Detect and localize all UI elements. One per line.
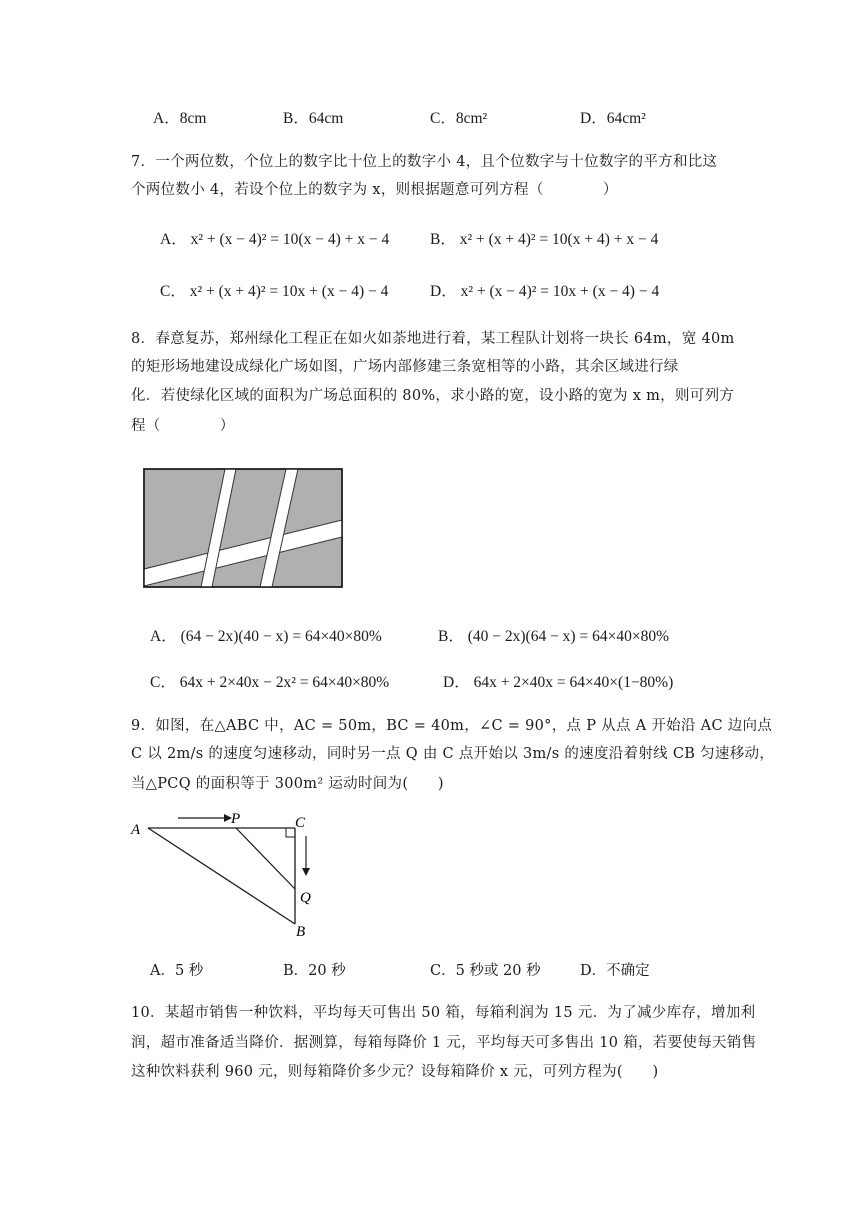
label-p: P <box>231 811 241 827</box>
q10-stem-line1: 10．某超市销售一种饮料，平均每天可售出 50 箱，每箱利润为 15 元．为了减少库存，增加利 <box>131 1005 756 1021</box>
q9-option-c: C．5 秒或 20 秒 <box>430 963 541 979</box>
q10-stem-line3: 这种饮料获利 960 元，则每箱降价多少元？设每箱降价 x 元，可列方程为( ) <box>131 1064 659 1080</box>
arrow-q-head <box>302 868 310 876</box>
q6-option-b: B．64cm <box>283 110 344 127</box>
q6-option-a: A．8cm <box>153 110 207 127</box>
label-q: Q <box>300 890 311 906</box>
q8-stem-line4: 程（ ） <box>131 418 235 434</box>
q8-park-figure <box>143 468 343 588</box>
q10-stem-line2: 润，超市准备适当降价．据测算，每箱每降价 1 元，平均每天可多售出 10 箱，若要使每天销售 <box>131 1035 757 1051</box>
q8-stem-line2: 的矩形场地建设成绿化广场如图，广场内部修建三条宽相等的小路，其余区域进行绿 <box>131 359 679 375</box>
q9-triangle-figure <box>128 806 328 942</box>
q8-option-b: B． (40 − 2x)(64 − x) = 64×40×80% <box>438 628 669 645</box>
q8-option-a: A． (64 − 2x)(40 − x) = 64×40×80% <box>150 628 382 645</box>
q6-option-c: C．8cm² <box>430 110 488 127</box>
label-a: A <box>131 822 141 838</box>
q7-option-d: D． x² + (x − 4)² = 10x + (x − 4) − 4 <box>430 283 660 300</box>
q8-stem-line1: 8．春意复苏，郑州绿化工程正在如火如荼地进行着，某工程队计划将一块长 64m，宽 40m <box>131 331 735 347</box>
q7-stem-line2: 个两位数小 4，若设个位上的数字为 x，则根据题意可列方程（ ） <box>131 182 618 198</box>
q8-option-d: D． 64x + 2×40x = 64×40×(1−80%) <box>443 674 674 691</box>
q9-stem-line3: 当△PCQ 的面积等于 300m² 运动时间为( ) <box>131 776 444 792</box>
q8-stem-line3: 化．若使绿化区域的面积为广场总面积的 80%，求小路的宽，设小路的宽为 x m，则可列方 <box>131 388 735 404</box>
q9-option-a: A．5 秒 <box>150 963 204 979</box>
right-angle-mark <box>286 828 295 837</box>
q9-stem-line2: C 以 2m/s 的速度匀速移动，同时另一点 Q 由 C 点开始以 3m/s 的速度沿着射线 CB 匀速移动， <box>131 746 775 762</box>
q9-option-d: D．不确定 <box>580 963 650 979</box>
q7-option-b: B． x² + (x + 4)² = 10(x + 4) + x − 4 <box>430 231 659 248</box>
q7-stem-line1: 7．一个两位数，个位上的数字比十位上的数字小 4，且个位数字与十位数字的平方和比这 <box>131 154 718 170</box>
q9-stem-line1: 9．如图，在△ABC 中，AC = 50m，BC = 40m，∠C = 90°，点 P 从点 A 开始沿 AC 边向点 <box>131 718 773 734</box>
segment-ab <box>148 828 295 924</box>
q7-option-c: C． x² + (x + 4)² = 10x + (x − 4) − 4 <box>160 283 389 300</box>
label-b: B <box>296 924 306 940</box>
q9-option-b: B．20 秒 <box>283 963 346 979</box>
label-c: C <box>295 815 306 831</box>
q6-option-d: D．64cm² <box>580 110 646 127</box>
q8-option-c: C． 64x + 2×40x − 2x² = 64×40×80% <box>150 674 390 691</box>
q7-option-a: A． x² + (x − 4)² = 10(x − 4) + x − 4 <box>160 231 390 248</box>
